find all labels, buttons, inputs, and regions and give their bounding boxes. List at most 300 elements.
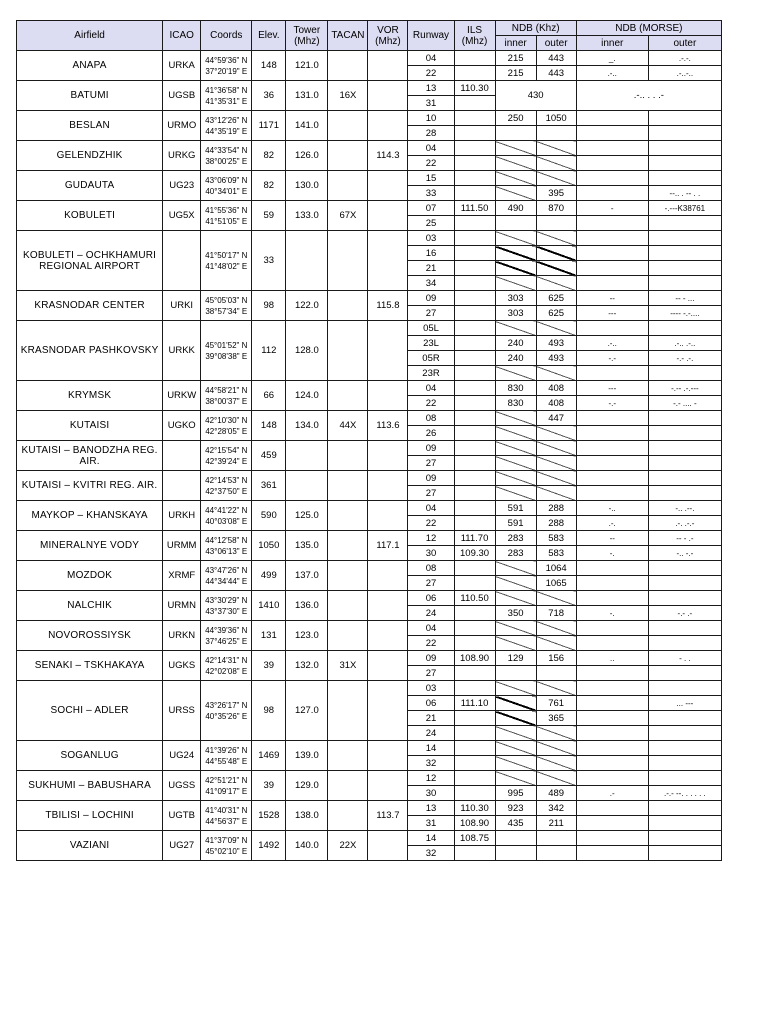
ils-frequency <box>454 441 495 456</box>
coordinates <box>201 321 252 381</box>
tacan-channel: 67X <box>328 201 368 231</box>
morse-inner <box>576 366 648 381</box>
runway-id: 04 <box>408 621 454 636</box>
elevation: 66 <box>252 381 286 411</box>
ndb-inner-frequency: 830 <box>495 381 536 396</box>
coordinates <box>201 651 252 681</box>
ndb-outer-frequency <box>536 156 576 171</box>
ils-frequency <box>454 846 495 861</box>
ils-frequency <box>454 321 495 336</box>
morse-outer <box>648 456 721 471</box>
ndb-inner-frequency <box>495 276 536 291</box>
ils-frequency <box>454 246 495 261</box>
coord-line: 41°50'17" N <box>205 250 248 260</box>
ndb-outer-frequency <box>536 456 576 471</box>
coordinates <box>201 291 252 321</box>
airfield-name: NALCHIK <box>17 591 163 621</box>
ils-frequency <box>454 486 495 501</box>
ndb-inner-frequency: 283 <box>495 531 536 546</box>
ils-frequency: 108.75 <box>454 831 495 846</box>
coordinates <box>201 801 252 831</box>
ndb-inner-frequency <box>495 246 536 261</box>
morse-outer: .-..-.. <box>648 66 721 81</box>
coord-line: 42°02'08" E <box>205 666 248 676</box>
morse-inner <box>576 441 648 456</box>
morse-outer: .-.-. <box>648 51 721 66</box>
morse-inner: .. <box>576 651 648 666</box>
runway-id: 04 <box>408 51 454 66</box>
vor-frequency: 117.1 <box>368 531 408 561</box>
morse-outer: .-. .-.- <box>648 516 721 531</box>
runway-id: 32 <box>408 846 454 861</box>
ndb-outer-frequency: 288 <box>536 501 576 516</box>
morse-outer <box>648 636 721 651</box>
table-row <box>17 591 722 606</box>
coord-line: 41°40'31" N <box>205 805 248 815</box>
ils-frequency: 110.50 <box>454 591 495 606</box>
tacan-channel: 22X <box>328 831 368 861</box>
tacan-channel <box>328 741 368 771</box>
elevation: 1410 <box>252 591 286 621</box>
morse-inner: .-.. <box>576 336 648 351</box>
header-morse-inner: inner <box>576 36 648 51</box>
ndb-outer-frequency: 365 <box>536 711 576 726</box>
ndb-outer-frequency <box>536 846 576 861</box>
ndb-outer-frequency: 583 <box>536 531 576 546</box>
vor-frequency: 113.7 <box>368 801 408 831</box>
icao-code: URKI <box>163 291 201 321</box>
ndb-inner-frequency: 490 <box>495 201 536 216</box>
ndb-inner-frequency <box>495 456 536 471</box>
runway-id: 16 <box>408 246 454 261</box>
airfield-name: KRYMSK <box>17 381 163 411</box>
vor-frequency <box>368 741 408 771</box>
tower-frequency: 131.0 <box>286 81 328 111</box>
ils-frequency <box>454 411 495 426</box>
tower-frequency: 128.0 <box>286 321 328 381</box>
coordinates <box>201 591 252 621</box>
ndb-outer-frequency <box>536 741 576 756</box>
ndb-outer-frequency: 408 <box>536 381 576 396</box>
tower-frequency: 124.0 <box>286 381 328 411</box>
runway-id: 34 <box>408 276 454 291</box>
icao-code: URKG <box>163 141 201 171</box>
coord-line: 42°39'24" E <box>205 456 248 466</box>
coord-line: 45°05'03" N <box>205 295 248 305</box>
vor-frequency <box>368 111 408 141</box>
airfield-name: SOCHI – ADLER <box>17 681 163 741</box>
airfield-name: NOVOROSSIYSK <box>17 621 163 651</box>
airfield-table <box>16 20 722 861</box>
ndb-outer-frequency: 489 <box>536 786 576 801</box>
ils-frequency <box>454 351 495 366</box>
tower-frequency <box>286 231 328 291</box>
tower-frequency: 126.0 <box>286 141 328 171</box>
morse-outer: --.. . -- . . <box>648 186 721 201</box>
airfield-name: GUDAUTA <box>17 171 163 201</box>
runway-id: 08 <box>408 411 454 426</box>
header-icao: ICAO <box>163 21 201 51</box>
ils-frequency <box>454 261 495 276</box>
coordinates <box>201 441 252 471</box>
morse-outer <box>648 681 721 696</box>
morse-outer <box>648 231 721 246</box>
morse-inner <box>576 636 648 651</box>
morse-outer <box>648 171 721 186</box>
ndb-outer-frequency: 1065 <box>536 576 576 591</box>
runway-id: 21 <box>408 261 454 276</box>
tower-frequency: 125.0 <box>286 501 328 531</box>
ndb-inner-frequency <box>495 576 536 591</box>
morse-inner: -- <box>576 291 648 306</box>
coord-line: 41°09'17" E <box>205 786 248 796</box>
ndb-outer-frequency <box>536 216 576 231</box>
runway-id: 14 <box>408 741 454 756</box>
tower-frequency <box>286 441 328 471</box>
ndb-inner-frequency <box>495 441 536 456</box>
runway-id: 22 <box>408 156 454 171</box>
icao-code: XRMF <box>163 561 201 591</box>
ndb-outer-frequency <box>536 621 576 636</box>
icao-code: UG5X <box>163 201 201 231</box>
ndb-inner-frequency <box>495 186 536 201</box>
icao-code: URKA <box>163 51 201 81</box>
ndb-outer-frequency: 583 <box>536 546 576 561</box>
coord-line: 41°55'36" N <box>205 205 248 215</box>
ndb-inner-frequency: 591 <box>495 516 536 531</box>
morse-outer <box>648 471 721 486</box>
ils-frequency <box>454 711 495 726</box>
morse-outer: -.. -.- <box>648 546 721 561</box>
ils-frequency <box>454 576 495 591</box>
elevation: 39 <box>252 771 286 801</box>
ils-frequency <box>454 156 495 171</box>
morse-inner <box>576 846 648 861</box>
coordinates <box>201 171 252 201</box>
morse-inner <box>576 756 648 771</box>
ndb-inner-frequency <box>495 846 536 861</box>
coord-line: 38°00'37" E <box>205 396 248 406</box>
table-row <box>17 171 722 186</box>
icao-code: URKH <box>163 501 201 531</box>
coord-line: 44°12'58" N <box>205 535 248 545</box>
ndb-inner-frequency <box>495 216 536 231</box>
tower-frequency: 140.0 <box>286 831 328 861</box>
ndb-inner-frequency: 591 <box>495 501 536 516</box>
table-row <box>17 681 722 696</box>
ils-frequency <box>454 306 495 321</box>
icao-code <box>163 231 201 291</box>
morse-outer <box>648 426 721 441</box>
tower-frequency: 139.0 <box>286 741 328 771</box>
morse-inner <box>576 111 648 126</box>
vor-frequency <box>368 51 408 81</box>
tacan-channel <box>328 171 368 201</box>
runway-id: 24 <box>408 606 454 621</box>
elevation: 361 <box>252 471 286 501</box>
vor-frequency <box>368 381 408 411</box>
elevation: 82 <box>252 171 286 201</box>
icao-code: UGSS <box>163 771 201 801</box>
ils-frequency <box>454 366 495 381</box>
vor-frequency <box>368 201 408 231</box>
table-row <box>17 771 722 786</box>
coord-line: 42°51'21" N <box>205 775 248 785</box>
tacan-channel <box>328 681 368 741</box>
ndb-outer-frequency <box>536 441 576 456</box>
table-row <box>17 321 722 336</box>
coordinates <box>201 81 252 111</box>
runway-id: 24 <box>408 726 454 741</box>
tacan-channel <box>328 801 368 831</box>
morse-inner <box>576 696 648 711</box>
runway-id: 22 <box>408 396 454 411</box>
header-runway: Runway <box>408 21 454 51</box>
morse-outer: .-.- --. . . . . . <box>648 786 721 801</box>
morse-outer: -.- .- <box>648 606 721 621</box>
morse-outer <box>648 216 721 231</box>
morse-outer <box>648 486 721 501</box>
coordinates <box>201 531 252 561</box>
runway-id: 13 <box>408 81 454 96</box>
ils-frequency <box>454 141 495 156</box>
runway-id: 12 <box>408 771 454 786</box>
runway-id: 03 <box>408 681 454 696</box>
airfield-name: BATUMI <box>17 81 163 111</box>
ndb-outer-frequency <box>536 831 576 846</box>
ils-frequency <box>454 336 495 351</box>
ndb-inner-frequency: 250 <box>495 111 536 126</box>
ndb-inner-frequency <box>495 621 536 636</box>
table-row <box>17 621 722 636</box>
ils-frequency <box>454 96 495 111</box>
ils-frequency <box>454 771 495 786</box>
runway-id: 27 <box>408 486 454 501</box>
ndb-outer-frequency <box>536 171 576 186</box>
ndb-morse: .-.. . . .- <box>576 81 721 111</box>
morse-outer <box>648 726 721 741</box>
elevation: 33 <box>252 231 286 291</box>
ils-frequency: 111.10 <box>454 696 495 711</box>
ndb-outer-frequency <box>536 591 576 606</box>
runway-id: 27 <box>408 576 454 591</box>
ils-frequency <box>454 636 495 651</box>
vor-frequency <box>368 681 408 741</box>
coord-line: 44°39'36" N <box>205 625 248 635</box>
ndb-outer-frequency: 211 <box>536 816 576 831</box>
tacan-channel <box>328 591 368 621</box>
morse-inner <box>576 801 648 816</box>
ndb-inner-frequency: 923 <box>495 801 536 816</box>
tacan-channel: 16X <box>328 81 368 111</box>
tacan-channel: 31X <box>328 651 368 681</box>
vor-frequency <box>368 621 408 651</box>
header-ndb-inner: inner <box>495 36 536 51</box>
vor-frequency <box>368 81 408 111</box>
runway-id: 22 <box>408 516 454 531</box>
header-tower: Tower (Mhz) <box>286 21 328 51</box>
header-vor: VOR (Mhz) <box>368 21 408 51</box>
vor-frequency <box>368 441 408 471</box>
runway-id: 06 <box>408 591 454 606</box>
morse-inner: .-. <box>576 516 648 531</box>
runway-id: 04 <box>408 141 454 156</box>
ndb-outer-frequency <box>536 666 576 681</box>
ils-frequency <box>454 426 495 441</box>
morse-inner: -.- <box>576 396 648 411</box>
coord-line: 43°06'09" N <box>205 175 248 185</box>
tacan-channel <box>328 621 368 651</box>
morse-outer: - . . <box>648 651 721 666</box>
airfield-name: MAYKOP – KHANSKAYA <box>17 501 163 531</box>
ils-frequency: 110.30 <box>454 801 495 816</box>
morse-inner <box>576 171 648 186</box>
coord-line: 38°00'25" E <box>205 156 248 166</box>
airfield-name: KUTAISI – BANODZHA REG. AIR. <box>17 441 163 471</box>
tacan-channel <box>328 111 368 141</box>
morse-inner: --- <box>576 306 648 321</box>
ndb-outer-frequency: 443 <box>536 51 576 66</box>
morse-inner <box>576 666 648 681</box>
morse-outer <box>648 621 721 636</box>
runway-id: 21 <box>408 711 454 726</box>
ndb-inner-frequency: 215 <box>495 51 536 66</box>
morse-inner <box>576 426 648 441</box>
ndb-inner-frequency <box>495 486 536 501</box>
morse-inner: --- <box>576 381 648 396</box>
ndb-inner-frequency <box>495 366 536 381</box>
tower-frequency: 132.0 <box>286 651 328 681</box>
header-airfield: Airfield <box>17 21 163 51</box>
ndb-inner-frequency: 303 <box>495 291 536 306</box>
tower-frequency: 141.0 <box>286 111 328 141</box>
runway-id: 33 <box>408 186 454 201</box>
ils-frequency <box>454 396 495 411</box>
ils-frequency: 111.50 <box>454 201 495 216</box>
header-elev: Elev. <box>252 21 286 51</box>
icao-code: UGKS <box>163 651 201 681</box>
airfield-name: KUTAISI – KVITRI REG. AIR. <box>17 471 163 501</box>
vor-frequency <box>368 561 408 591</box>
ndb-inner-frequency <box>495 756 536 771</box>
morse-inner <box>576 711 648 726</box>
ndb-inner-frequency: 303 <box>495 306 536 321</box>
tower-frequency: 123.0 <box>286 621 328 651</box>
runway-id: 27 <box>408 456 454 471</box>
morse-inner <box>576 276 648 291</box>
ndb-inner-frequency <box>495 711 536 726</box>
ils-frequency <box>454 111 495 126</box>
coordinates <box>201 141 252 171</box>
runway-id: 09 <box>408 441 454 456</box>
elevation: 59 <box>252 201 286 231</box>
coordinates <box>201 51 252 81</box>
runway-id: 25 <box>408 216 454 231</box>
morse-outer <box>648 846 721 861</box>
ndb-inner-frequency <box>495 126 536 141</box>
morse-outer: -- - ... <box>648 291 721 306</box>
ndb-inner-frequency <box>495 321 536 336</box>
table-row <box>17 291 722 306</box>
ndb-outer-frequency: 443 <box>536 66 576 81</box>
coord-line: 44°35'19" E <box>205 126 248 136</box>
icao-code: URKN <box>163 621 201 651</box>
ndb-outer-frequency: 493 <box>536 336 576 351</box>
morse-inner <box>576 321 648 336</box>
morse-outer <box>648 771 721 786</box>
icao-code: UGSB <box>163 81 201 111</box>
airfield-name: BESLAN <box>17 111 163 141</box>
icao-code: UG27 <box>163 831 201 861</box>
morse-inner: .- <box>576 786 648 801</box>
morse-inner <box>576 576 648 591</box>
coord-line: 44°58'21" N <box>205 385 248 395</box>
ndb-outer-frequency: 625 <box>536 306 576 321</box>
vor-frequency <box>368 501 408 531</box>
icao-code: URMN <box>163 591 201 621</box>
ndb-inner-frequency: 240 <box>495 351 536 366</box>
table-row <box>17 531 722 546</box>
ils-frequency <box>454 276 495 291</box>
morse-inner: -.- <box>576 351 648 366</box>
ndb-outer-frequency: 1050 <box>536 111 576 126</box>
runway-id: 09 <box>408 471 454 486</box>
morse-inner <box>576 741 648 756</box>
coord-line: 42°14'31" N <box>205 655 248 665</box>
vor-frequency <box>368 171 408 201</box>
morse-inner <box>576 246 648 261</box>
icao-code <box>163 471 201 501</box>
morse-inner: -. <box>576 606 648 621</box>
ndb-outer-frequency <box>536 261 576 276</box>
airfield-name: KOBULETI <box>17 201 163 231</box>
morse-outer <box>648 141 721 156</box>
coord-line: 41°39'26" N <box>205 745 248 755</box>
ndb-inner-frequency <box>495 471 536 486</box>
icao-code: UG23 <box>163 171 201 201</box>
morse-inner <box>576 591 648 606</box>
airfield-name: KRASNODAR CENTER <box>17 291 163 321</box>
coordinates <box>201 501 252 531</box>
ndb-outer-frequency: 1064 <box>536 561 576 576</box>
tacan-channel <box>328 561 368 591</box>
header-morse-outer: outer <box>648 36 721 51</box>
coordinates <box>201 561 252 591</box>
ndb-inner-frequency: 283 <box>495 546 536 561</box>
ndb-outer-frequency: 342 <box>536 801 576 816</box>
morse-outer <box>648 276 721 291</box>
ndb-inner-frequency <box>495 726 536 741</box>
runway-id: 09 <box>408 291 454 306</box>
ils-frequency: 108.90 <box>454 816 495 831</box>
ndb-inner-frequency <box>495 231 536 246</box>
vor-frequency <box>368 321 408 381</box>
runway-id: 07 <box>408 201 454 216</box>
elevation: 36 <box>252 81 286 111</box>
ndb-inner-frequency <box>495 591 536 606</box>
coord-line: 43°30'29" N <box>205 595 248 605</box>
ils-frequency <box>454 621 495 636</box>
runway-id: 26 <box>408 426 454 441</box>
airfield-name: SUKHUMI – BABUSHARA <box>17 771 163 801</box>
ndb-outer-frequency <box>536 486 576 501</box>
tower-frequency: 136.0 <box>286 591 328 621</box>
morse-inner <box>576 216 648 231</box>
coord-line: 40°34'01" E <box>205 186 248 196</box>
runway-id: 27 <box>408 666 454 681</box>
elevation: 112 <box>252 321 286 381</box>
ndb-outer-frequency <box>536 471 576 486</box>
